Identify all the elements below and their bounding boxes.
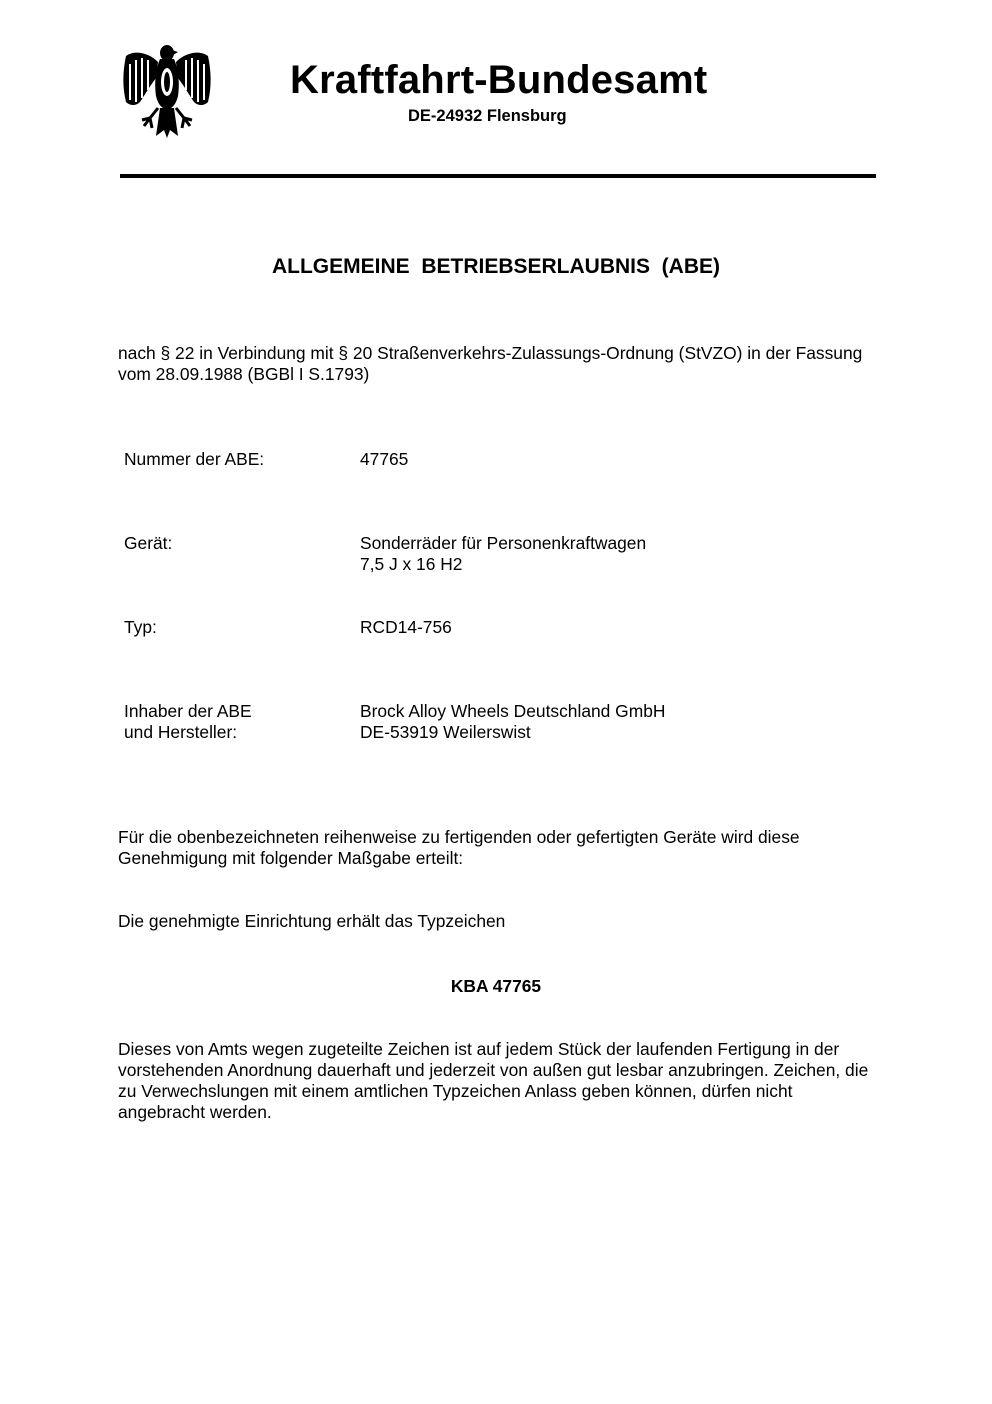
field-value-device-line2: 7,5 J x 16 H2 [360,554,463,574]
field-value-holder-line1: Brock Alloy Wheels Deutschland GmbH [360,701,666,721]
header-divider [120,174,876,178]
document-title: ALLGEMEINE BETRIEBSERLAUBNIS (ABE) [271,255,720,278]
organization-address: DE-24932 Flensburg [408,107,567,125]
type-mark-intro-text: Die genehmigte Einrichtung erhält das Typzeichen [118,911,506,931]
field-value-holder-line2: DE-53919 Weilerswist [360,722,531,742]
field-label-abe-number: Nummer der ABE: [124,449,265,469]
marking-rules-text: Dieses von Amts wegen zugeteilte Zeichen ist auf jedem Stück der laufenden Fertigung in der vorstehenden Anordnung dauerhaft und jederzeit von außen gut lesbar anzubringen. Zeichen, die zu Verwechslungen mit einem amtlichen Typzeichen Anlass geben können, dürfen nicht angebracht werden. [118,1039,869,1122]
federal-eagle-icon [120,42,214,138]
field-label-holder-line1: Inhaber der ABE [124,701,252,721]
field-value-abe-number: 47765 [360,449,409,469]
field-label-device: Gerät: [124,533,173,553]
type-mark: KBA 47765 [450,976,542,996]
organization-name: Kraftfahrt-Bundesamt [290,58,708,102]
conditions-text: Für die obenbezeichneten reihenweise zu fertigenden oder gefertigten Geräte wird diese Genehmigung mit folgender Maßgabe erteilt: [118,827,800,868]
field-label-type: Typ: [124,617,157,637]
legal-basis-text: nach § 22 in Verbindung mit § 20 Straßenverkehrs-Zulassungs-Ordnung (StVZO) in der Fassung vom 28.09.1988 (BGBl I S.1793) [118,343,863,384]
field-label-holder-line2: und Hersteller: [124,722,238,742]
field-value-device-line1: Sonderräder für Personenkraftwagen [360,533,647,553]
field-value-type: RCD14-756 [360,617,452,637]
